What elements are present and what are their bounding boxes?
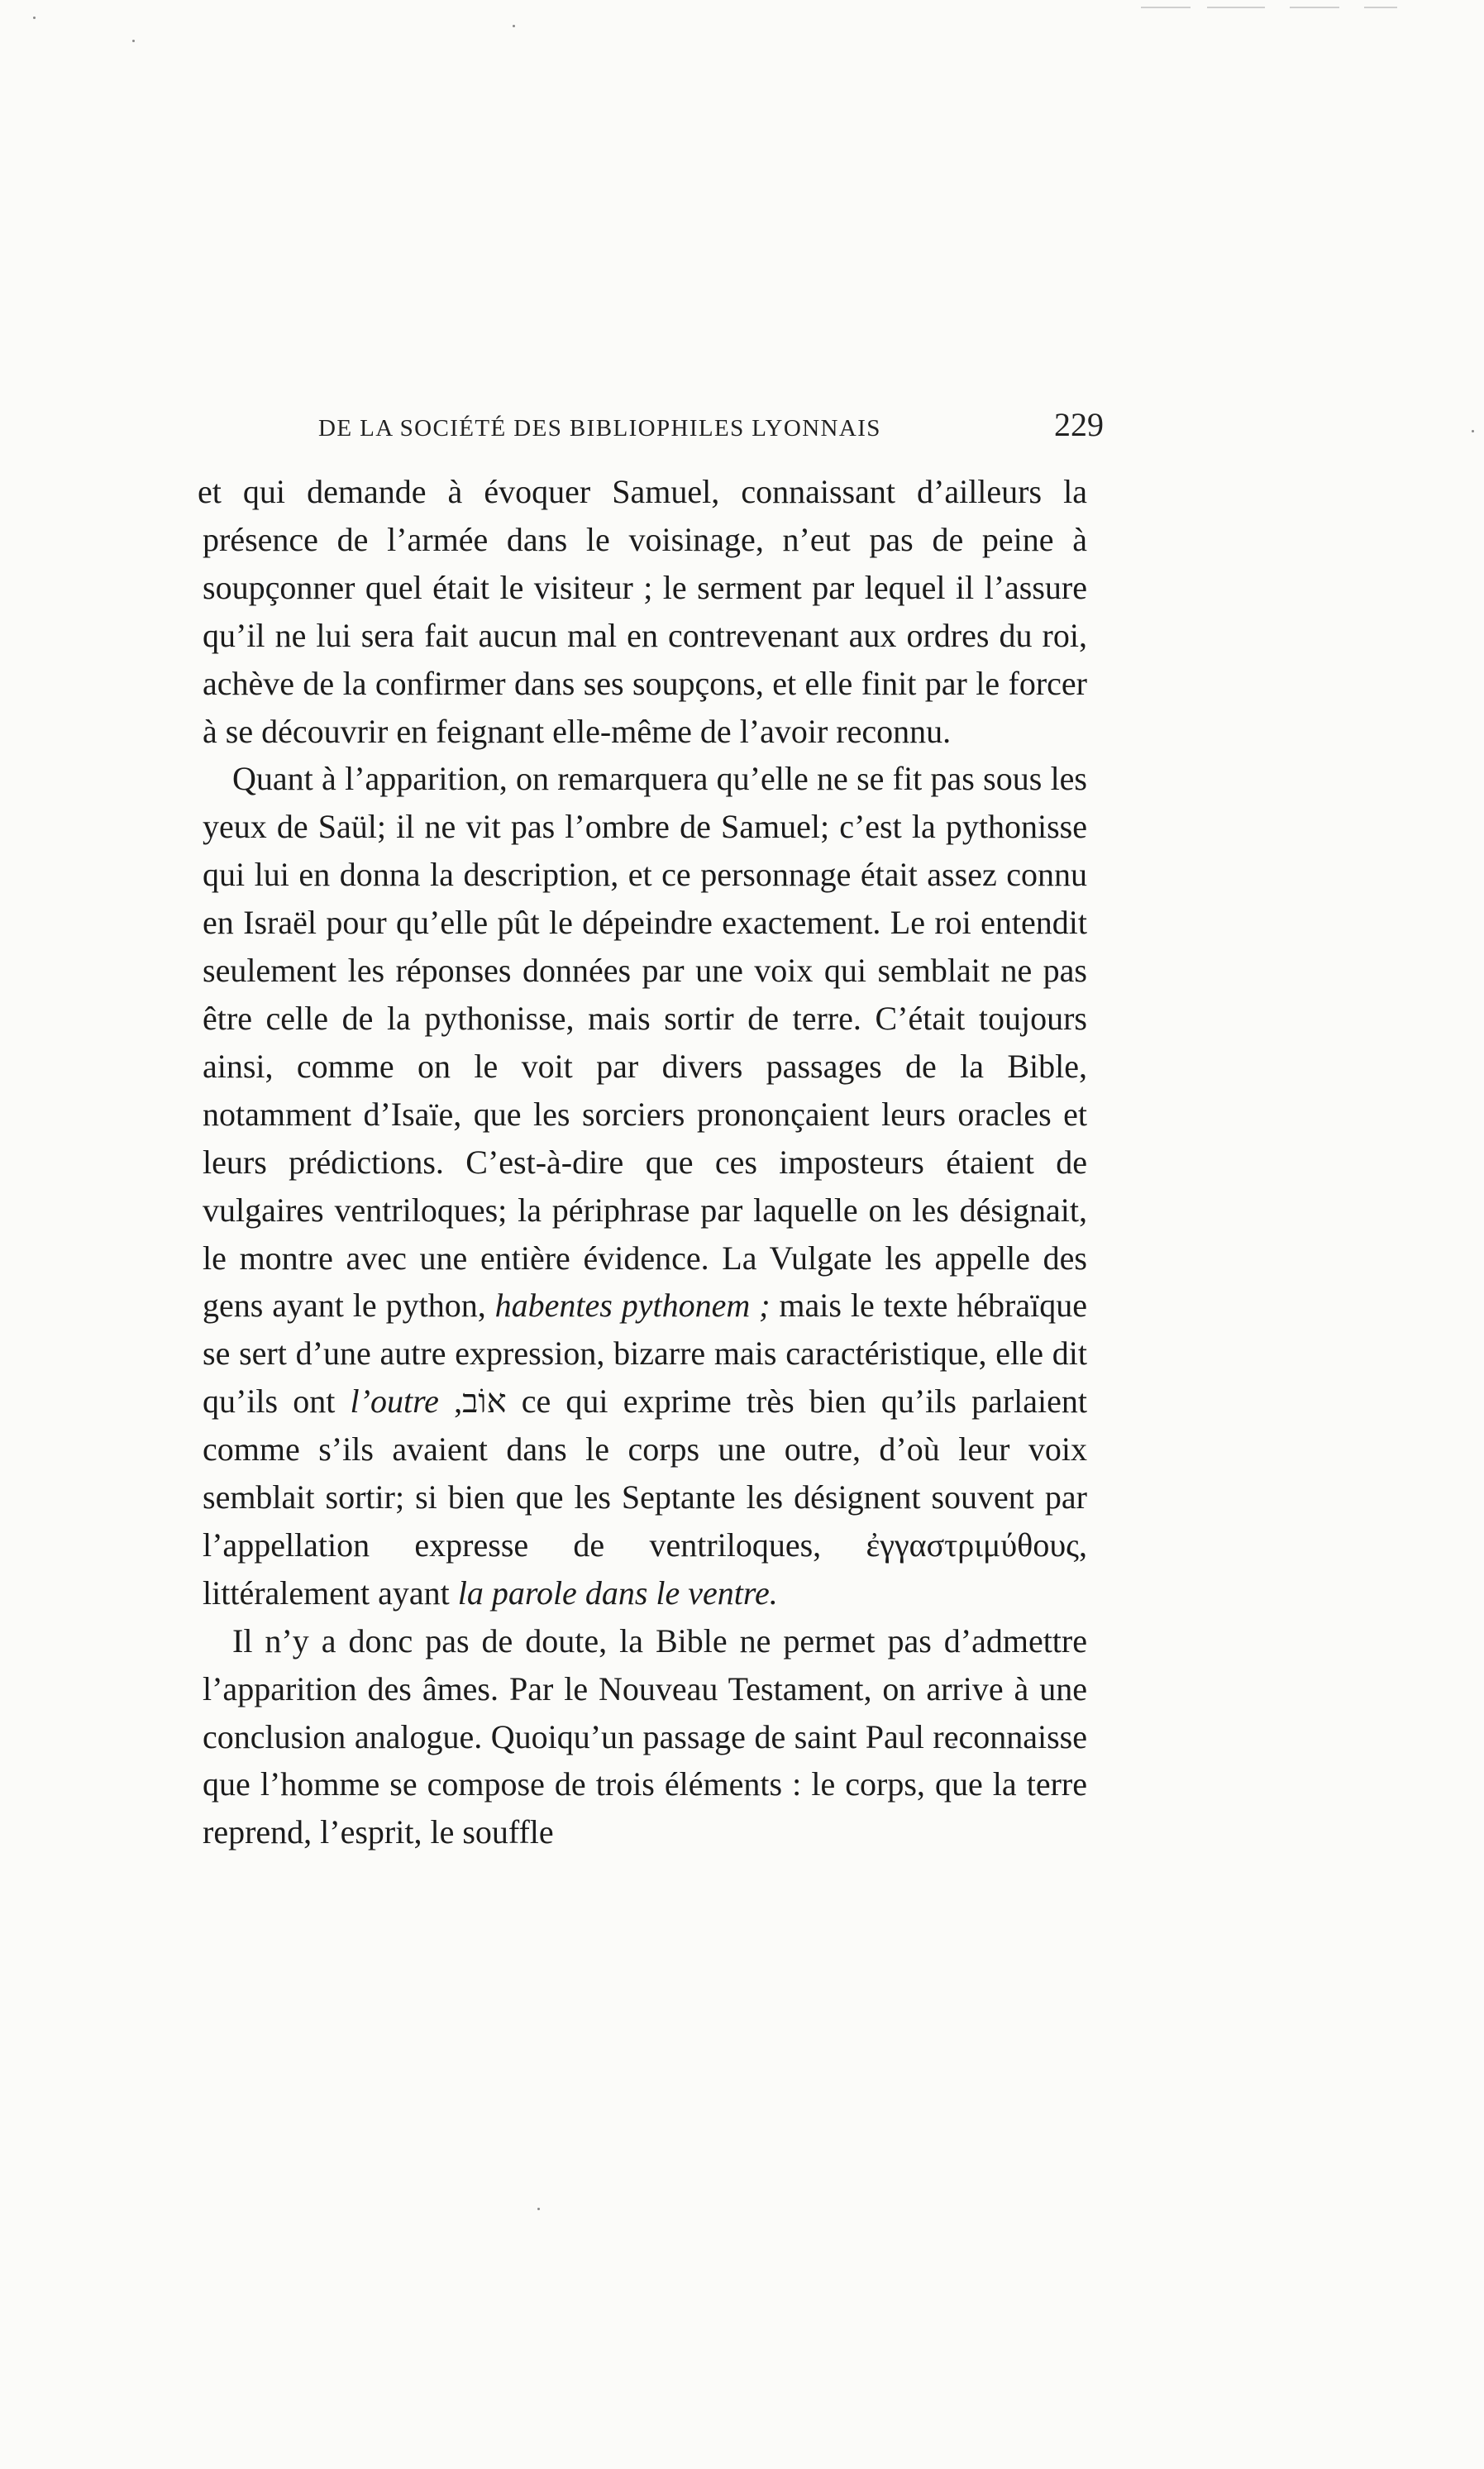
- paragraph-conclusion: [203, 1617, 1087, 1857]
- italic-phrase: la parole dans le ventre.: [457, 1574, 778, 1612]
- scan-artifact: [1364, 7, 1397, 8]
- paragraph-text: ce qui exprime très bien qu’ils parlaient comme s’ils avaient dans le corps une outre, d’où leur voix semblait sortir; si bien que les Septante les désignent souvent par l’appellation expresse de ventriloques,: [203, 1383, 1088, 1564]
- scan-artifact: [537, 2208, 540, 2210]
- scan-artifact: [132, 40, 135, 42]
- scan-artifact: [513, 25, 515, 27]
- latin-phrase: habentes pythonem ;: [494, 1287, 771, 1325]
- running-head: [318, 405, 1104, 455]
- body-text: [198, 468, 1088, 1856]
- paragraph-continuation: [198, 468, 1087, 755]
- paragraph-text: et qui demande à évoquer Samuel, connaissant d’ailleurs la présence de l’armée dans le voisinage, n’eut pas de peine à soupçonner quel était le visiteur ; le serment par lequel il l’assure qu’il ne lui sera fait aucun mal en contrevenant aux ordres du roi, achève de la confirmer dans ses soupçons, et elle finit par le forcer à se découvrir en feignant elle-même de l’avoir reconnu.: [198, 473, 1087, 750]
- page-number: 229: [1054, 406, 1104, 443]
- scan-artifact: [1472, 430, 1474, 432]
- running-title: DE LA SOCIÉTÉ DES BIBLIOPHILES LYONNAIS: [318, 415, 881, 442]
- paragraph-text: mais le texte hébraïque se sert d’une autre expression, bizarre mais caractéristique, elle dit qu’ils ont: [203, 1287, 1087, 1421]
- paragraph-apparition: [203, 755, 1087, 1617]
- paragraph-text: Quant à l’apparition, on remarquera qu’elle ne se fit pas sous les yeux de Saül; il ne vit pas l’ombre de Samuel; c’est la pythonisse qui lui en donna la description, et ce personnage était assez connu en Israël pour qu’elle pût le dépeindre exactement. Le roi entendit seulement les réponses données par une voix qui semblait ne pas être celle de la pythonisse, mais sortir de terre. C’était toujours ainsi, comme on le voit par divers passages de la Bible, notamment d’Isaïe, que les sorciers prononçaient leurs oracles et leurs prédictions. C’est-à-dire que ces imposteurs étaient de vulgaires ventriloques; la périphrase par laquelle on les désignait, le montre avec une entière évidence. La Vulgate les appelle des gens ayant le python,: [203, 760, 1087, 1325]
- paragraph-text: littéralement ayant: [203, 1574, 450, 1612]
- hebrew-word: אוֹב,: [454, 1383, 507, 1421]
- paragraph-text: Il n’y a donc pas de doute, la Bible ne permet pas d’admettre l’apparition des âmes. Par le Nouveau Testament, on arrive à une conclusion analogue. Quoiqu’un passage de saint Paul reconnaisse que l’homme se compose de trois éléments : le corps, que la terre reprend, l’esprit, le souffle: [203, 1621, 1087, 1851]
- scan-artifact: [1141, 7, 1191, 8]
- italic-term: l’outre: [350, 1383, 439, 1421]
- scan-artifact: [1207, 7, 1265, 8]
- scan-artifact: [33, 17, 36, 19]
- greek-word: ἐγγαστριμύθους,: [866, 1526, 1087, 1564]
- scan-artifact: [1290, 7, 1339, 8]
